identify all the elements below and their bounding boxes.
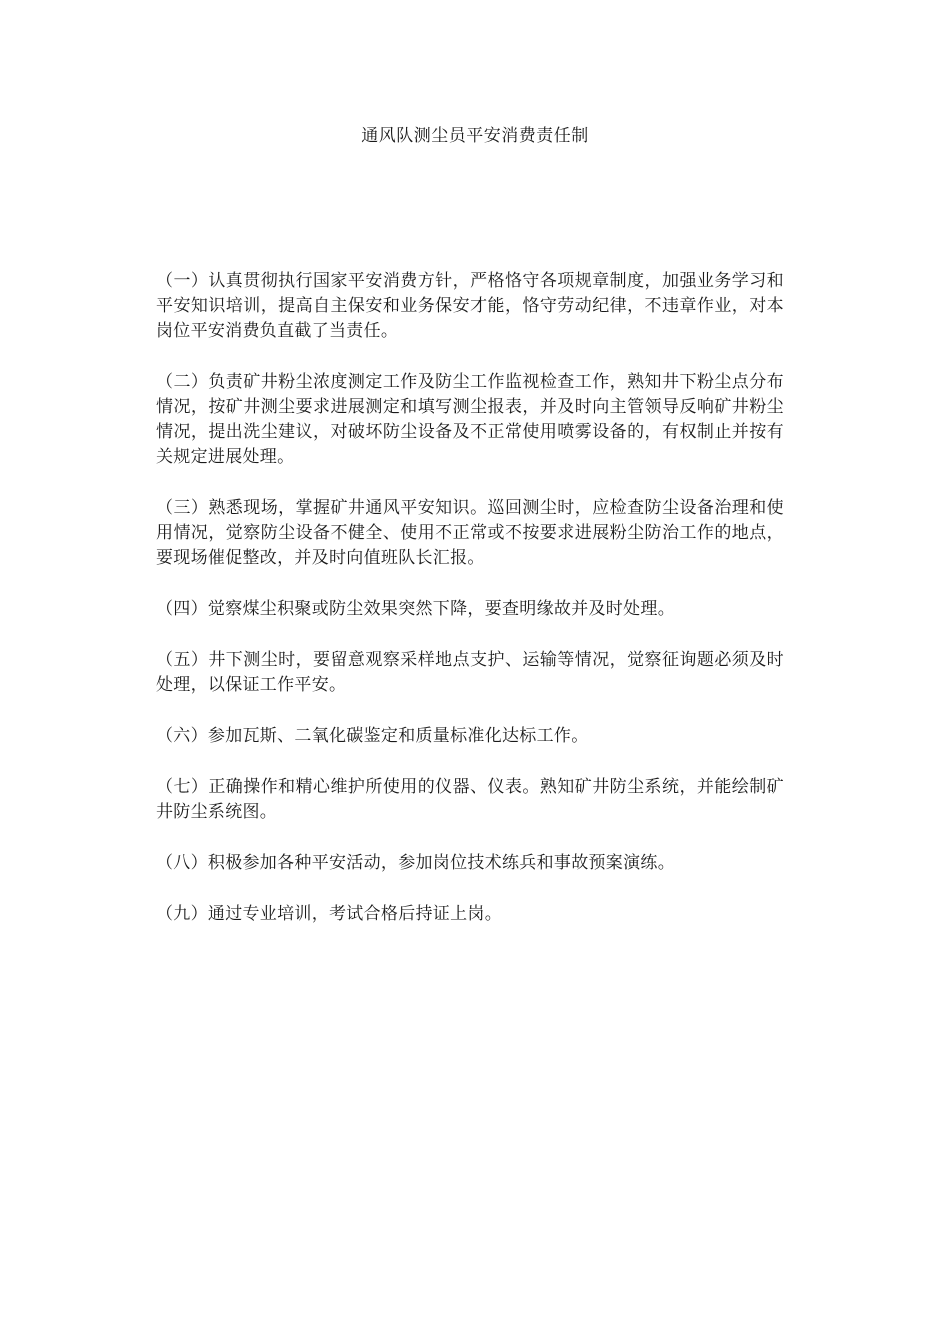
clause-list xyxy=(156,269,784,953)
clause-6: （六）参加瓦斯、二氧化碳鉴定和质量标准化达标工作。 xyxy=(156,726,589,746)
clause-4: （四）觉察煤尘积聚或防尘效果突然下降，要查明缘故并及时处理。 xyxy=(156,599,675,619)
clause-7: （七）正确操作和精心维护所使用的仪器、仪表。熟知矿井防尘系统，并能绘制矿井防尘系统图。 xyxy=(156,777,784,822)
clause-3: （三）熟悉现场，掌握矿井通风平安知识。巡回测尘时，应检查防尘设备治理和使用情况，觉察防尘设备不健全、使用不正常或不按要求进展粉尘防治工作的地点，要现场催促整改，并及时向值班队长汇报。 xyxy=(156,498,784,568)
document-title: 通风队测尘员平安消费责任制 xyxy=(361,126,589,146)
clause-9: （九）通过专业培训，考试合格后持证上岗。 xyxy=(156,904,502,924)
clause-8: （八）积极参加各种平安活动，参加岗位技术练兵和事故预案演练。 xyxy=(156,853,675,873)
clause-5: （五）井下测尘时，要留意观察采样地点支护、运输等情况，觉察征询题必须及时处理，以保证工作平安。 xyxy=(156,650,784,695)
clause-2: （二）负责矿井粉尘浓度测定工作及防尘工作监视检查工作，熟知井下粉尘点分布情况，按矿井测尘要求进展测定和填写测尘报表，并及时向主管领导反响矿井粉尘情况，提出洗尘建议，对破坏防尘设备及不正常使用喷雾设备的，有权制止并按有关规定进展处理。 xyxy=(156,372,784,467)
clause-1: （一）认真贯彻执行国家平安消费方针，严格恪守各项规章制度，加强业务学习和平安知识培训，提高自主保安和业务保安才能，恪守劳动纪律，不违章作业，对本岗位平安消费负直截了当责任。 xyxy=(156,271,784,341)
